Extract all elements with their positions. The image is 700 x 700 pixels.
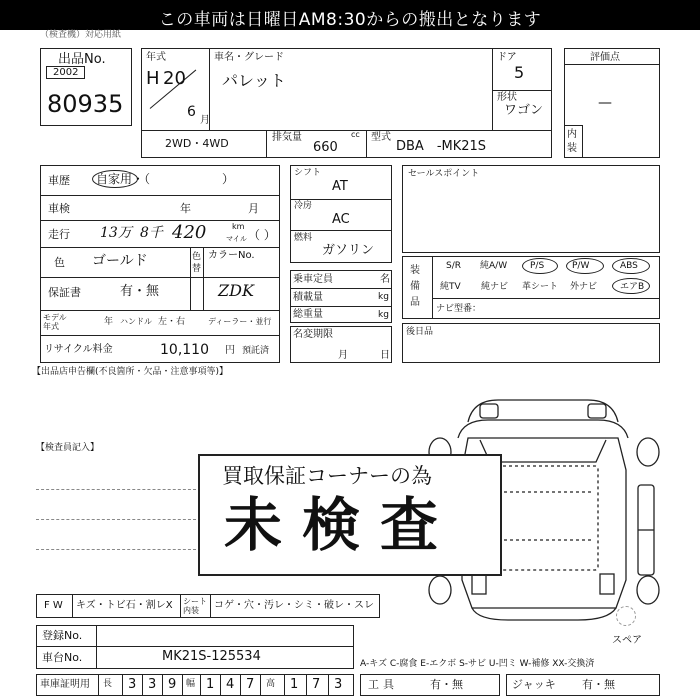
cert-hgt-label: 高: [266, 679, 276, 689]
shift-value: AT: [332, 179, 348, 194]
model-year-year: 年: [104, 317, 114, 327]
fw-seat-label: シート内装: [183, 597, 207, 615]
equip-ps: P/S: [530, 261, 545, 271]
equip-pw: P/W: [572, 261, 590, 271]
drive-text: 2WD・4WD: [165, 137, 229, 150]
color-value: ゴールド: [92, 253, 148, 269]
cert-hgt-2: 3: [334, 677, 343, 692]
recycle-note: 預託済: [242, 346, 270, 356]
lot-stamp: 2002: [46, 66, 85, 79]
equip-navi-model: ナビ型番：: [436, 304, 482, 314]
equipment-label: 装備品: [410, 265, 420, 308]
tools-value: 有・無: [430, 678, 463, 691]
eval-label: 評価点: [590, 52, 620, 63]
top-cut-text: （検査機）対応用紙: [40, 30, 122, 40]
fw-label: F W: [44, 600, 63, 611]
shift-label: シフト: [294, 168, 322, 178]
damage-legend: A-キズ C-腐食 E-エクボ S-サビ U-凹ミ W-補修 XX-交換済: [360, 659, 595, 669]
load-unit: kg: [378, 292, 389, 302]
capacity-unit: 名: [380, 274, 390, 285]
model-value: DBA -MK21S: [396, 139, 487, 154]
cert-len-1: 3: [148, 677, 157, 692]
mileage-unit-mile: マイル: [226, 235, 247, 243]
model-label: 型式: [371, 132, 391, 143]
color-code-label: カラーNo.: [208, 250, 255, 261]
car-name-label: 車名・グレード: [214, 52, 284, 63]
later-items-box: [402, 323, 660, 363]
name-change-label: 名変期限: [293, 329, 333, 340]
tools-label: 工具: [368, 678, 398, 691]
fw-text: キズ・トビ石・割レX: [76, 600, 173, 611]
gross-unit: kg: [378, 310, 389, 320]
cert-hgt-0: 1: [290, 677, 299, 692]
cert-wid-1: 4: [226, 677, 235, 692]
year-month-unit: 月: [200, 115, 210, 126]
year-value: 20: [163, 68, 186, 89]
fuel-value: ガソリン: [322, 243, 375, 258]
history-value: 自家用・（ ）: [96, 172, 235, 186]
ac-label: 冷房: [294, 201, 313, 211]
fw-seat-text: コゲ・穴・汚レ・シミ・破レ・スレ: [214, 600, 374, 611]
year-label: 年式: [146, 52, 166, 63]
banner-text: この車両は日曜日AM8:30からの搬出となります: [158, 10, 542, 30]
model-year-dealer: ディーラー・並行: [208, 317, 272, 326]
car-name-value: パレット: [222, 71, 286, 90]
equip-navi: 純ナビ: [481, 282, 509, 292]
mileage-paren: （ ）: [248, 228, 276, 242]
recycle-unit: 円: [225, 345, 235, 356]
registration-label: 登録No.: [42, 629, 83, 642]
load-label: 積載量: [293, 292, 323, 303]
cert-len-label: 長: [103, 679, 113, 689]
door-value: 5: [514, 63, 525, 82]
warranty-value: 有・無: [120, 284, 160, 299]
displacement-label: 排気量: [272, 132, 302, 143]
equip-airbag: エアB: [620, 282, 645, 292]
jack-label: ジャッキ: [512, 678, 556, 691]
equip-sr: S/R: [446, 261, 461, 271]
chassis-value: MK21S-125534: [162, 649, 261, 664]
sales-point-label: セールスポイント: [408, 169, 480, 179]
mileage-label: 走行: [48, 228, 70, 241]
later-items-label: 後日品: [406, 327, 434, 337]
equip-leather: 革シート: [522, 282, 559, 292]
shaken-label: 車検: [48, 202, 70, 215]
history-label: 車歴: [48, 174, 70, 187]
mileage-sen: 8千: [140, 225, 163, 241]
gross-label: 総重量: [293, 309, 323, 320]
year-era: H: [146, 68, 160, 89]
fuel-label: 燃料: [294, 233, 313, 243]
chassis-label: 車台No.: [42, 651, 83, 664]
mileage-unit-km: km: [232, 222, 245, 231]
color-change-label: 色替: [192, 252, 202, 274]
cert-wid-2: 7: [246, 677, 255, 692]
spare-label: スペア: [612, 635, 642, 646]
year-month: 6: [187, 104, 196, 120]
model-year-lr: 左・右: [158, 317, 186, 327]
roof-front-outline: [468, 400, 618, 422]
mileage-man: 13万: [100, 225, 132, 241]
cert-label: 車庫証明用: [40, 679, 90, 690]
eval-value: —: [598, 95, 612, 111]
capacity-label: 乗車定員: [293, 274, 333, 285]
lot-label: 出品No.: [58, 52, 106, 67]
spare-tire-icon: [616, 606, 636, 626]
shape-value: ワゴン: [504, 103, 544, 118]
shape-label: 形状: [497, 92, 517, 103]
warranty-label: 保証書: [48, 286, 81, 299]
ac-value: AC: [332, 212, 350, 227]
cert-wid-0: 1: [206, 677, 215, 692]
door-label: ドア: [497, 52, 517, 63]
lot-number: 80935: [47, 90, 124, 118]
model-year-handle: ハンドル: [120, 317, 152, 326]
color-label: 色: [54, 256, 65, 269]
equip-aw: 純A/W: [480, 261, 508, 271]
inspector-notes: 【検査員記入】: [36, 443, 100, 453]
equip-tv: 純TV: [440, 282, 461, 292]
model-year-label: モデル年式: [43, 313, 67, 331]
displacement-value: 660: [313, 140, 338, 155]
equip-abs: ABS: [620, 261, 638, 271]
name-change-day: 日: [380, 350, 390, 361]
cert-hgt-1: 7: [312, 677, 321, 692]
warranty-handwriting: ZDK: [218, 281, 254, 300]
seller-declaration: 【出品店申告欄(不良箇所・欠品・注意事項等)】: [32, 367, 229, 377]
shaken-month: 月: [248, 202, 259, 215]
recycle-label: リサイクル料金: [44, 344, 113, 355]
cert-wid-label: 幅: [186, 679, 196, 689]
equip-ext-navi: 外ナビ: [570, 282, 598, 292]
cert-len-0: 3: [128, 677, 137, 692]
recycle-value: 10,110: [160, 342, 209, 358]
cert-len-2: 9: [168, 677, 177, 692]
interior-label: 内装: [567, 129, 577, 154]
name-change-month: 月: [338, 350, 348, 361]
shaken-year: 年: [180, 202, 191, 215]
stamp-line1: 買取保証コーナーの為: [222, 464, 432, 488]
displacement-unit: cc: [351, 130, 360, 139]
stamp-line2: 未検査: [224, 491, 459, 559]
jack-value: 有・無: [582, 678, 615, 691]
mileage-rest: 420: [172, 222, 207, 243]
